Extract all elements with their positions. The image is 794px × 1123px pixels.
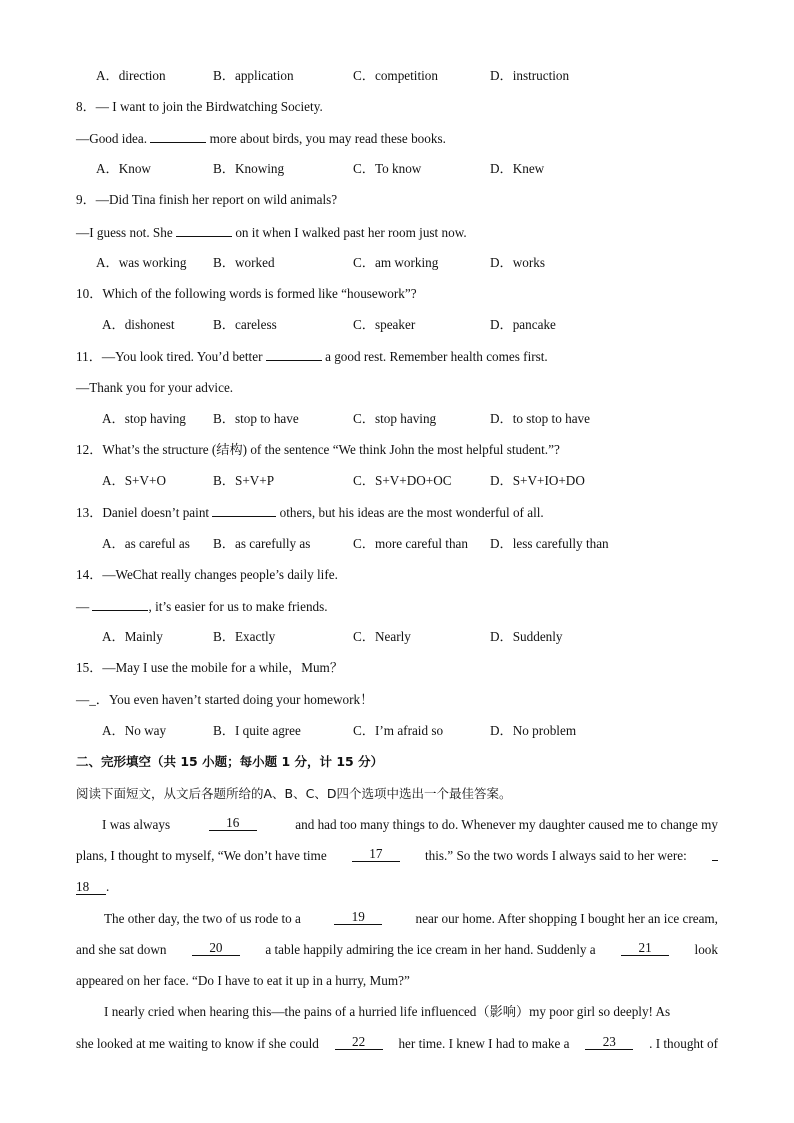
q12-option-c[interactable]: C．S+V+DO+OC (353, 473, 452, 488)
q13-options (76, 534, 718, 554)
q8-option-b[interactable]: B．Knowing (213, 161, 285, 176)
q11-stem: 11．—You look tired. You’d better a good rest. Remember health comes first. (76, 346, 718, 366)
q9-option-a[interactable]: A．was working (96, 255, 187, 270)
q7-option-d[interactable]: D．instruction (490, 68, 570, 83)
q14-reply: — , it’s easier for us to make friends. (76, 596, 718, 616)
q15-option-c[interactable]: C．I’m afraid so (353, 723, 444, 738)
q13-option-a[interactable]: A．as careful as (102, 536, 190, 551)
blank-19[interactable]: 19 (334, 909, 382, 925)
q9-stem: 9．—Did Tina finish her report on wild animals? (76, 192, 338, 207)
q13-option-b[interactable]: B．as carefully as (213, 536, 311, 551)
q7-option-a[interactable]: A．direction (96, 68, 166, 83)
section-heading: 二、完形填空（共 15 小题；每小题 1 分，计 15 分） (76, 754, 384, 769)
q10-options (76, 315, 718, 335)
blank-21[interactable]: 21 (621, 940, 669, 956)
section-instruction: 阅读下面短文，从文后各题所给的A、B、C、D四个选项中选出一个最佳答案。 (76, 786, 512, 801)
q15-option-a[interactable]: A．No way (102, 723, 167, 738)
q12-options (76, 471, 718, 491)
q9-option-d[interactable]: D．works (490, 255, 545, 270)
q12-option-a[interactable]: A．S+V+O (102, 473, 166, 488)
q11-option-a[interactable]: A．stop having (102, 411, 186, 426)
answer-blank (176, 222, 232, 237)
q12-option-b[interactable]: B．S+V+P (213, 473, 275, 488)
q15-options (76, 721, 718, 741)
q14-option-c[interactable]: C．Nearly (353, 629, 411, 644)
q11-option-b[interactable]: B．stop to have (213, 411, 299, 426)
q14-stem: 14．—WeChat really changes people’s daily life. (76, 567, 338, 582)
blank-23[interactable]: 23 (585, 1034, 633, 1050)
q13-option-c[interactable]: C．more careful than (353, 536, 468, 551)
q8-options (76, 159, 718, 179)
q8-option-d[interactable]: D．Knew (490, 161, 545, 176)
answer-blank (712, 846, 718, 861)
q14-options (76, 627, 718, 647)
q15-option-b[interactable]: B．I quite agree (213, 723, 301, 738)
q13-stem: 13．Daniel doesn’t paint others, but his ideas are the most wonderful of all. (76, 502, 718, 522)
q8-option-a[interactable]: A．Know (96, 161, 151, 176)
answer-blank (92, 596, 148, 611)
q11-option-c[interactable]: C．stop having (353, 411, 437, 426)
blank-16[interactable]: 16 (209, 815, 257, 831)
q14-option-d[interactable]: D．Suddenly (490, 629, 563, 644)
q15-option-d[interactable]: D．No problem (490, 723, 577, 738)
blank-20[interactable]: 20 (192, 940, 240, 956)
q9-option-b[interactable]: B．worked (213, 255, 275, 270)
passage-p2-line1: The other day, the two of us rode to a 19 near our home. After shopping I bought her an ice cream, (104, 909, 718, 926)
passage-p3-line2: she looked at me waiting to know if she could 22 her time. I knew I had to make a 23 . I thought of (76, 1034, 718, 1051)
q11-reply: —Thank you for your advice. (76, 380, 234, 395)
q13-option-d[interactable]: D．less carefully than (490, 536, 609, 551)
q15-reply: —_．You even haven’t started doing your homework！ (76, 692, 374, 707)
q7-options (76, 66, 718, 86)
q12-stem: 12．What’s the structure (结构) of the sentence “We think John the most helpful student.”? (76, 442, 560, 457)
blank-17[interactable]: 17 (352, 846, 400, 862)
q10-option-b[interactable]: B．careless (213, 317, 277, 332)
q8-stem: 8．— I want to join the Birdwatching Society. (76, 99, 323, 114)
passage-p2-line2: and she sat down 20 a table happily admiring the ice cream in her hand. Suddenly a 21 look (76, 940, 718, 957)
q7-option-b[interactable]: B．application (213, 68, 294, 83)
q7-option-c[interactable]: C．competition (353, 68, 438, 83)
q11-options (76, 409, 718, 429)
passage-p2-line3: appeared on her face. “Do I have to eat it up in a hurry, Mum?” (76, 973, 410, 988)
q11-option-d[interactable]: D．to stop to have (490, 411, 590, 426)
q10-option-a[interactable]: A．dishonest (102, 317, 175, 332)
answer-blank (150, 128, 206, 143)
q14-option-b[interactable]: B．Exactly (213, 629, 276, 644)
passage-p1-line3: 18 . (76, 879, 110, 894)
q15-stem: 15．—May I use the mobile for a while，Mum？ (76, 660, 344, 675)
passage-p1-line1: I was always 16 and had too many things to do. Whenever my daughter caused me to change my (102, 815, 718, 832)
q9-options (76, 253, 718, 273)
q10-option-d[interactable]: D．pancake (490, 317, 556, 332)
q9-reply: —I guess not. She on it when I walked past her room just now. (76, 222, 718, 242)
passage-p1-line2: plans, I thought to myself, “We don’t have time 17 this.” So the two words I always said to her were: (76, 846, 718, 866)
q8-option-c[interactable]: C．To know (353, 161, 422, 176)
answer-blank (266, 346, 322, 361)
q10-stem: 10．Which of the following words is formed like “housework”? (76, 286, 417, 301)
q10-option-c[interactable]: C．speaker (353, 317, 416, 332)
q8-reply: —Good idea. more about birds, you may read these books. (76, 128, 718, 148)
blank-18[interactable]: 18 (76, 879, 106, 895)
answer-blank (212, 502, 276, 517)
passage-p3-line1: I nearly cried when hearing this—the pains of a hurried life influenced（影响）my poor girl so deeply! As (104, 1004, 671, 1019)
q12-option-d[interactable]: D．S+V+IO+DO (490, 473, 585, 488)
blank-22[interactable]: 22 (335, 1034, 383, 1050)
q14-option-a[interactable]: A．Mainly (102, 629, 163, 644)
q9-option-c[interactable]: C．am working (353, 255, 439, 270)
